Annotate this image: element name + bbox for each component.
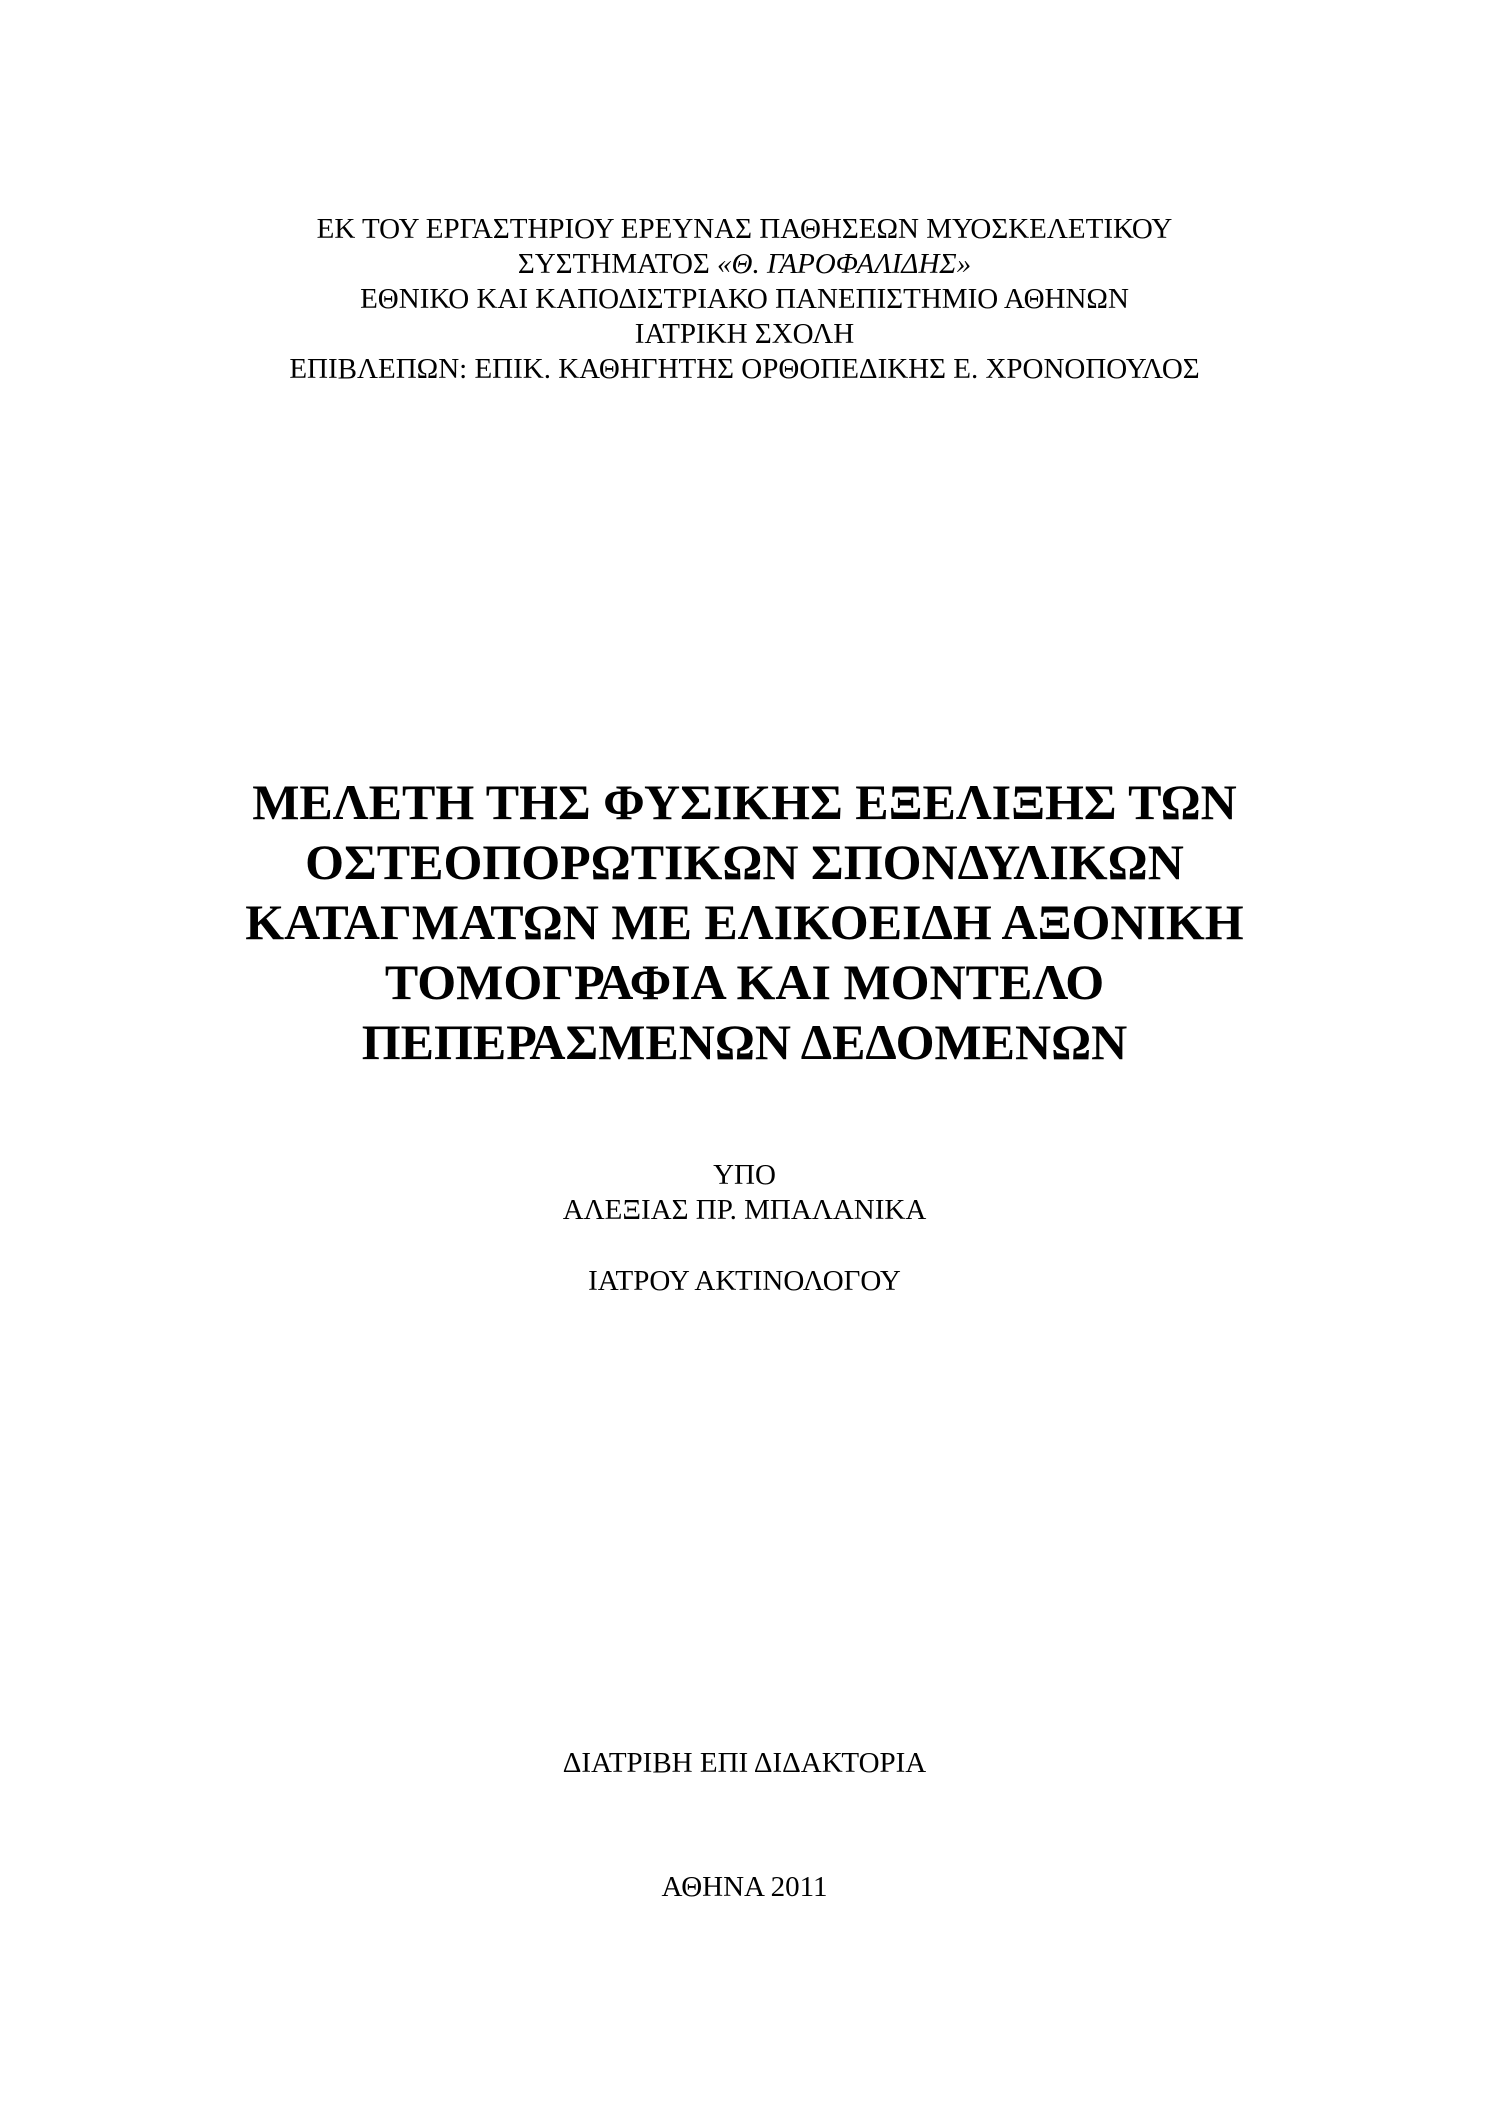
title-line-3: ΚΑΤΑΓΜΑΤΩΝ ΜΕ ΕΛΙΚΟΕΙΔΗ ΑΞΟΝΙΚΗ (245, 894, 1244, 950)
institution-block (0, 212, 1489, 387)
author-role: ΙΑΤΡΟΥ ΑΚΤΙΝΟΛΟΓΟΥ (588, 1265, 901, 1297)
title-line-1: ΜΕΛΕΤΗ ΤΗΣ ΦΥΣΙΚΗΣ ΕΞΕΛΙΞΗΣ ΤΩΝ (252, 774, 1237, 830)
author-block (0, 1158, 1489, 1299)
institution-line-university: ΕΘΝΙΚΟ ΚΑΙ ΚΑΠΟΔΙΣΤΡΙΑΚΟ ΠΑΝΕΠΙΣΤΗΜΙΟ ΑΘΗΝΩΝ (360, 283, 1129, 315)
institution-system-prefix: ΣΥΣΤΗΜΑΤΟΣ (517, 248, 718, 280)
institution-line-school: ΙΑΤΡΙΚΗ ΣΧΟΛΗ (634, 318, 855, 350)
author-by-label: ΥΠΟ (713, 1159, 776, 1191)
thesis-title (0, 772, 1489, 1072)
title-line-4: ΤΟΜΟΓΡΑΦΙΑ ΚΑΙ ΜΟΝΤΕΛΟ (384, 954, 1105, 1010)
author-name: ΑΛΕΞΙΑΣ ΠΡ. ΜΠΑΛΑΝΙΚΑ (562, 1194, 927, 1226)
institution-line-supervisor: ΕΠΙΒΛΕΠΩΝ: ΕΠΙΚ. ΚΑΘΗΓΗΤΗΣ ΟΡΘΟΠΕΔΙΚΗΣ Ε. ΧΡΟΝΟΠΟΥΛΟΣ (289, 353, 1200, 385)
institution-lab-name: «Θ. ΓΑΡΟΦΑΛΙΔΗΣ» (717, 248, 972, 280)
place-date: ΑΘΗΝΑ 2011 (661, 1871, 828, 1903)
title-line-5: ΠΕΠΕΡΑΣΜΕΝΩΝ ΔΕΔΟΜΕΝΩΝ (361, 1014, 1128, 1070)
institution-line-lab: ΕΚ ΤΟΥ ΕΡΓΑΣΤΗΡΙΟΥ ΕΡΕΥΝΑΣ ΠΑΘΗΣΕΩΝ ΜΥΟΣΚΕΛΕΤΙΚΟΥ (316, 213, 1173, 245)
institution-line-system (0, 247, 1489, 282)
document-type: ΔΙΑΤΡΙΒΗ ΕΠΙ ΔΙΔΑΚΤΟΡΙΑ (562, 1747, 927, 1779)
title-line-2: ΟΣΤΕΟΠΟΡΩΤΙΚΩΝ ΣΠΟΝΔΥΛΙΚΩΝ (305, 834, 1184, 890)
